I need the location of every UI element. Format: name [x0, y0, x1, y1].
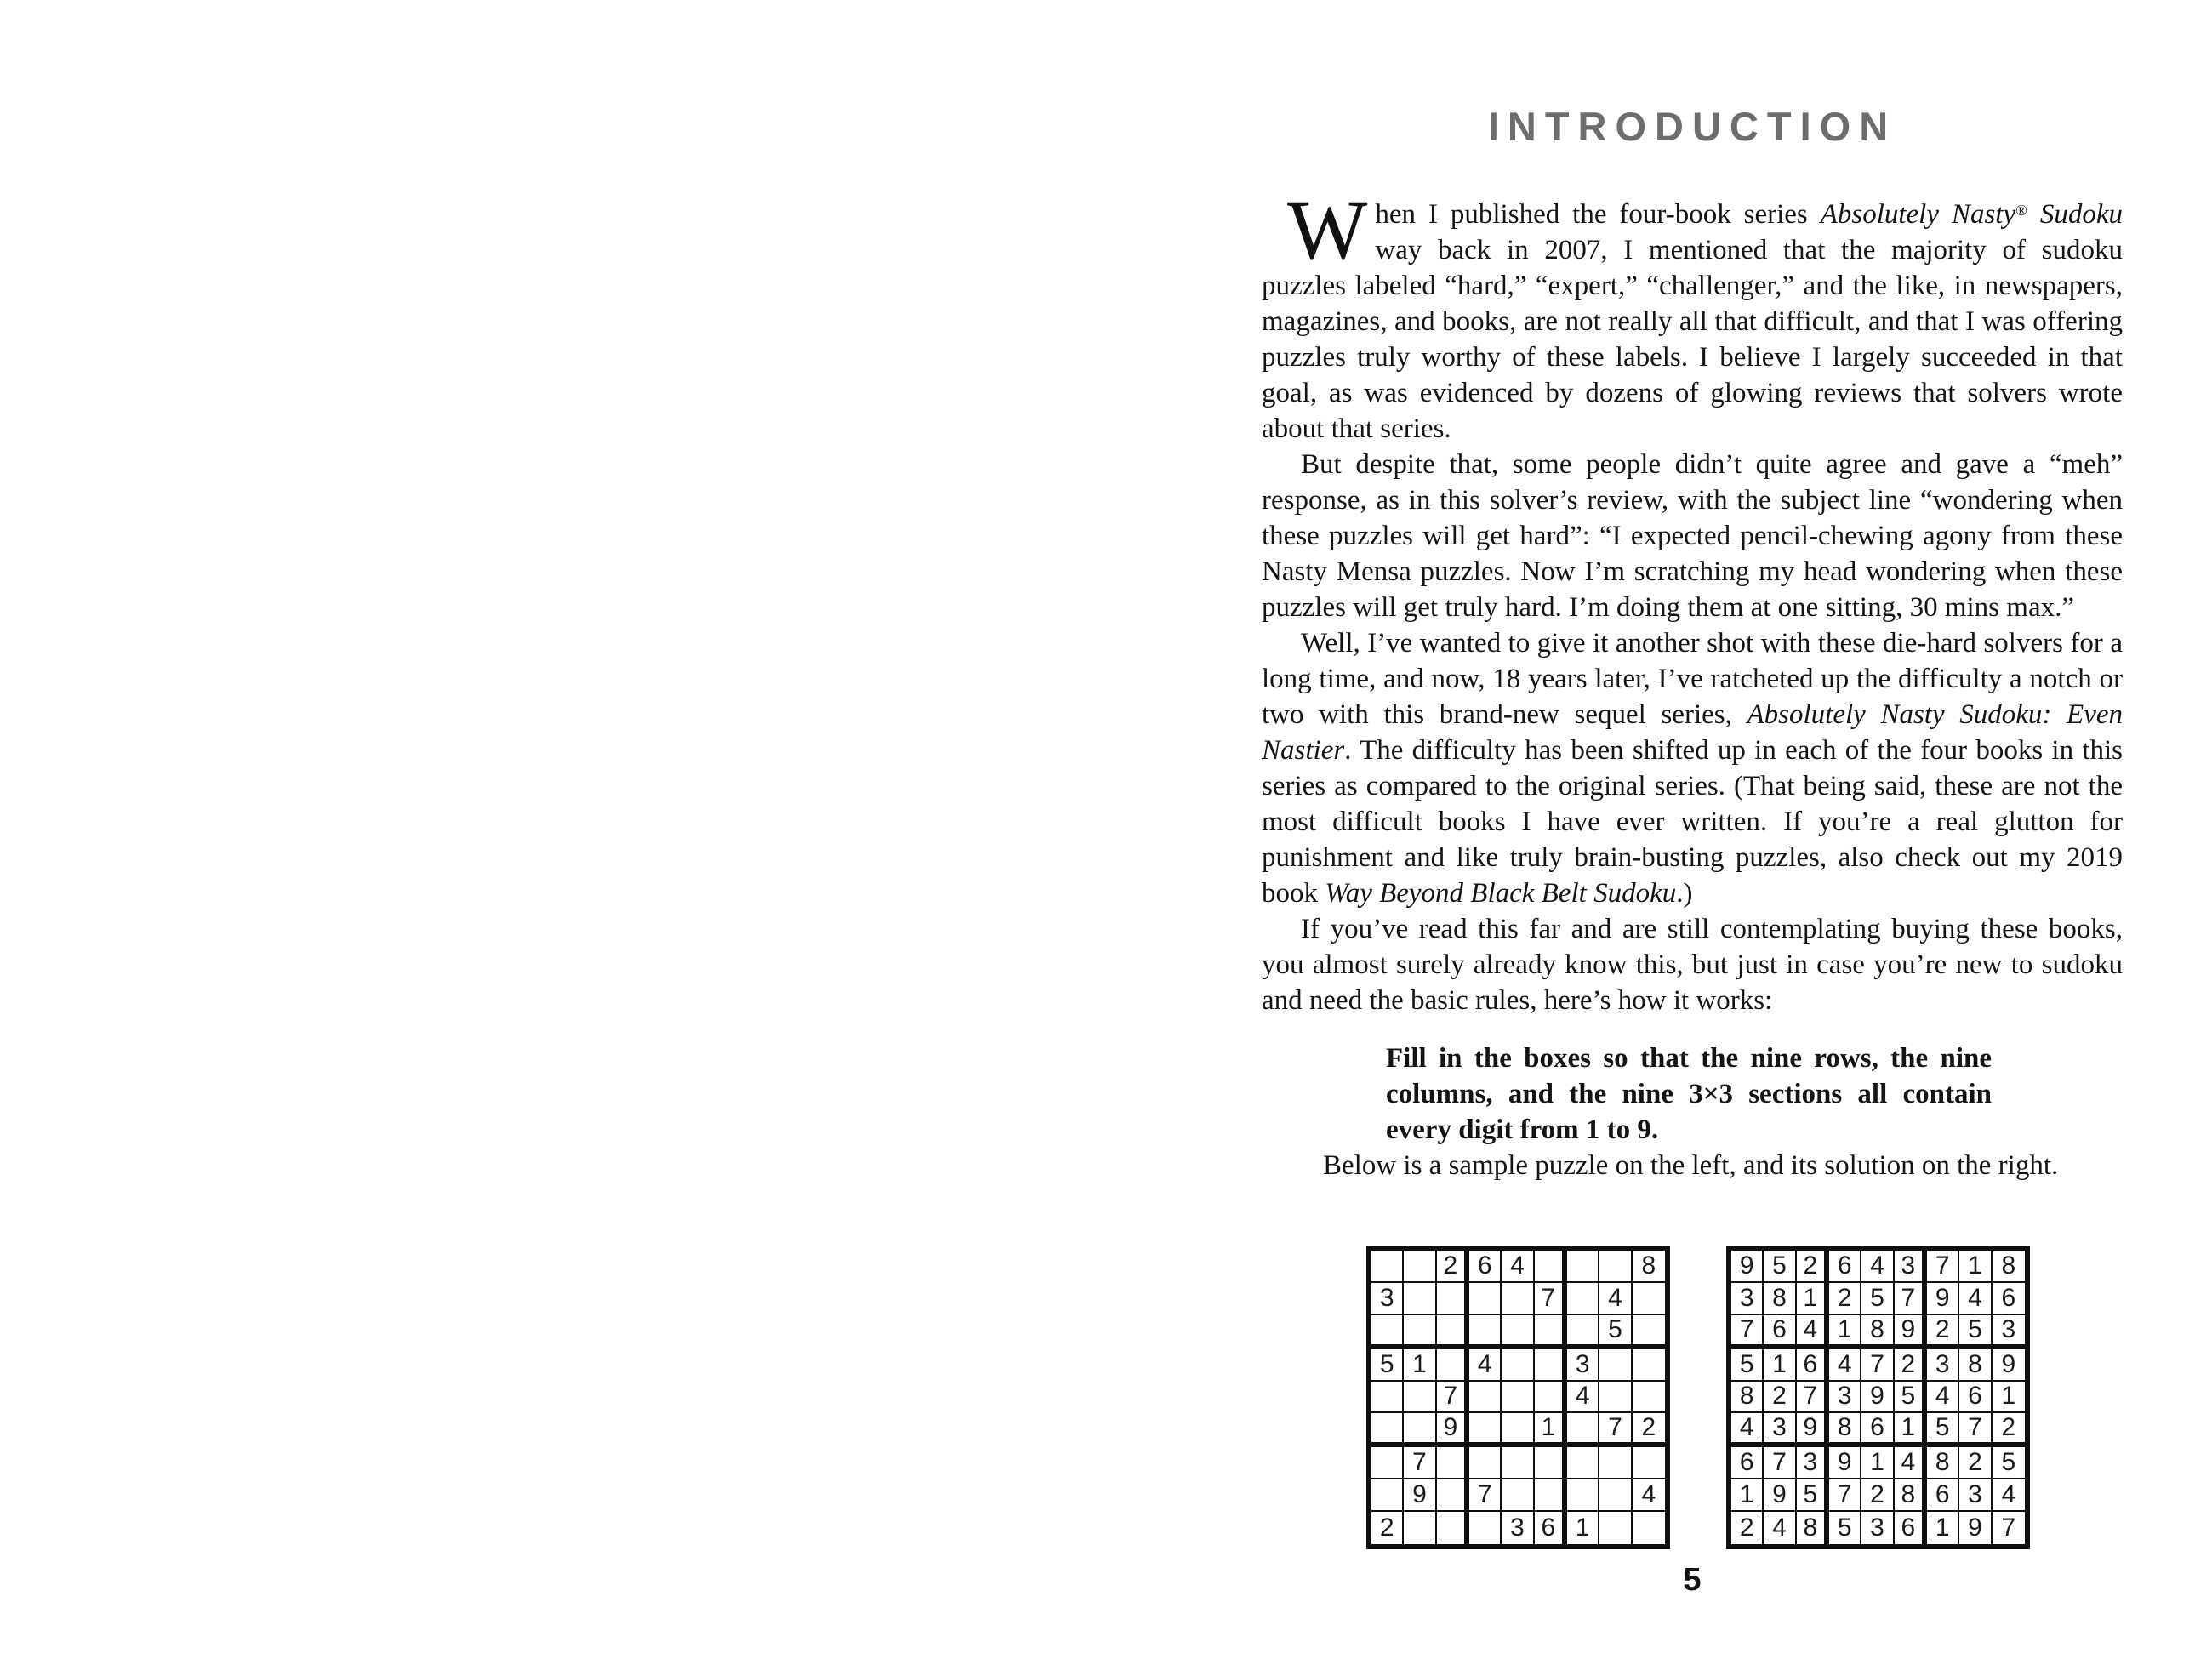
sudoku-cell [1599, 1512, 1632, 1544]
sudoku-grids [1366, 1246, 2030, 1549]
sudoku-cell: 4 [1633, 1479, 1665, 1512]
sudoku-cell [1469, 1283, 1502, 1315]
sudoku-cell: 3 [1861, 1512, 1894, 1544]
sudoku-cell: 7 [1469, 1479, 1502, 1512]
sudoku-cell: 6 [1535, 1512, 1567, 1544]
sudoku-cell: 4 [1959, 1283, 1992, 1315]
sudoku-cell: 4 [1797, 1315, 1829, 1349]
sudoku-cell: 4 [1599, 1283, 1632, 1315]
sudoku-cell: 4 [1469, 1349, 1502, 1382]
sudoku-cell [1633, 1447, 1665, 1479]
sudoku-cell: 2 [1633, 1413, 1665, 1447]
sudoku-cell [1633, 1315, 1665, 1349]
sudoku-cell [1502, 1349, 1534, 1382]
sudoku-cell [1404, 1315, 1436, 1349]
sudoku-cell: 8 [1797, 1512, 1829, 1544]
sudoku-cell: 8 [1993, 1251, 2025, 1283]
sudoku-cell: 9 [1861, 1382, 1894, 1414]
sudoku-cell: 8 [1633, 1251, 1665, 1283]
sudoku-cell: 9 [1959, 1512, 1992, 1544]
sudoku-cell: 7 [1731, 1315, 1764, 1349]
sudoku-cell: 8 [1861, 1315, 1894, 1349]
sudoku-cell: 3 [1993, 1315, 2025, 1349]
sudoku-cell [1599, 1382, 1632, 1414]
sudoku-cell [1469, 1315, 1502, 1349]
sudoku-cell: 7 [1927, 1251, 1959, 1283]
sudoku-cell [1404, 1382, 1436, 1414]
sudoku-cell: 3 [1371, 1283, 1404, 1315]
sudoku-cell: 6 [1469, 1251, 1502, 1283]
sudoku-cell: 9 [1764, 1479, 1796, 1512]
rules-quote: Fill in the boxes so that the nine rows, the nine columns, and the nine 3×3 sections all contain every digit from 1 to 9. [1386, 1043, 1992, 1146]
sudoku-cell: 2 [1993, 1413, 2025, 1447]
sudoku-cell: 8 [1731, 1382, 1764, 1414]
sudoku-cell: 3 [1764, 1413, 1796, 1447]
sudoku-cell: 1 [1404, 1349, 1436, 1382]
sudoku-cell [1633, 1283, 1665, 1315]
sudoku-cell: 1 [1927, 1512, 1959, 1544]
page-title: INTRODUCTION [1487, 104, 1897, 149]
sudoku-cell: 6 [1797, 1349, 1829, 1382]
sudoku-cell: 2 [1927, 1315, 1959, 1349]
sudoku-cell [1469, 1382, 1502, 1414]
sudoku-cell: 2 [1731, 1512, 1764, 1544]
sudoku-cell: 8 [1764, 1283, 1796, 1315]
sudoku-cell: 1 [1895, 1413, 1927, 1447]
sudoku-cell: 9 [1993, 1349, 2025, 1382]
sudoku-cell: 9 [1895, 1315, 1927, 1349]
sudoku-puzzle-grid [1366, 1246, 1670, 1549]
sudoku-cell [1371, 1479, 1404, 1512]
sudoku-cell: 1 [1764, 1349, 1796, 1382]
sudoku-cell: 8 [1829, 1413, 1861, 1447]
sudoku-cell: 6 [1731, 1447, 1764, 1479]
sudoku-cell: 4 [1829, 1349, 1861, 1382]
sudoku-cell: 1 [1861, 1447, 1894, 1479]
page-number: 5 [1683, 1562, 1702, 1598]
sudoku-cell: 6 [1959, 1382, 1992, 1414]
sudoku-cell: 1 [1959, 1251, 1992, 1283]
sudoku-cell [1599, 1447, 1632, 1479]
sudoku-cell [1535, 1315, 1567, 1349]
sudoku-cell [1404, 1413, 1436, 1447]
sudoku-cell [1437, 1512, 1469, 1544]
sudoku-cell: 1 [1797, 1283, 1829, 1315]
sudoku-cell: 4 [1895, 1447, 1927, 1479]
sudoku-cell: 2 [1895, 1349, 1927, 1382]
sudoku-cell: 5 [1764, 1251, 1796, 1283]
sudoku-cell [1404, 1251, 1436, 1283]
sudoku-cell [1567, 1315, 1599, 1349]
sudoku-cell [1469, 1447, 1502, 1479]
sudoku-cell: 8 [1895, 1479, 1927, 1512]
sudoku-cell: 6 [1764, 1315, 1796, 1349]
sample-caption: Below is a sample puzzle on the left, and its solution on the right. [1323, 1150, 2059, 1182]
sudoku-cell: 1 [1731, 1479, 1764, 1512]
sudoku-cell: 4 [1567, 1382, 1599, 1414]
intro-paragraphs [1262, 183, 2123, 1018]
sudoku-cell [1502, 1479, 1534, 1512]
sudoku-cell: 5 [1371, 1349, 1404, 1382]
sudoku-cell: 8 [1927, 1447, 1959, 1479]
sudoku-cell: 2 [1829, 1283, 1861, 1315]
sudoku-cell [1502, 1413, 1534, 1447]
sudoku-cell: 7 [1437, 1382, 1469, 1414]
sudoku-cell: 5 [1731, 1349, 1764, 1382]
sudoku-cell [1437, 1479, 1469, 1512]
sudoku-cell: 7 [1797, 1382, 1829, 1414]
sudoku-cell [1633, 1349, 1665, 1382]
sudoku-cell: 2 [1959, 1447, 1992, 1479]
sudoku-cell: 6 [1895, 1512, 1927, 1544]
dropcap-letter: W [1287, 183, 1368, 277]
sudoku-cell: 3 [1895, 1251, 1927, 1283]
sudoku-cell [1437, 1349, 1469, 1382]
sudoku-cell: 5 [1599, 1315, 1632, 1349]
sudoku-cell: 1 [1829, 1315, 1861, 1349]
sudoku-cell [1404, 1512, 1436, 1544]
sudoku-cell: 9 [1927, 1283, 1959, 1315]
sudoku-cell: 6 [1861, 1413, 1894, 1447]
sudoku-cell [1502, 1382, 1534, 1414]
sudoku-cell: 5 [1959, 1315, 1992, 1349]
intro-text-column [1262, 183, 2123, 1183]
sudoku-cell: 5 [1895, 1382, 1927, 1414]
sudoku-cell: 2 [1764, 1382, 1796, 1414]
sudoku-cell: 5 [1829, 1512, 1861, 1544]
sudoku-cell: 7 [1861, 1349, 1894, 1382]
sudoku-cell: 3 [1567, 1349, 1599, 1382]
sudoku-cell: 9 [1731, 1251, 1764, 1283]
sudoku-cell: 5 [1797, 1479, 1829, 1512]
sudoku-cell: 1 [1993, 1382, 2025, 1414]
sudoku-cell: 9 [1829, 1447, 1861, 1479]
sudoku-cell: 6 [1993, 1283, 2025, 1315]
sudoku-cell [1371, 1315, 1404, 1349]
intro-paragraph: If you’ve read this far and are still contemplating buying these books, you almost surely already know this, but just in case you’re new to sudoku and need the basic rules, here’s how it works: [1262, 914, 2123, 1017]
intro-paragraph: When I published the four-book series Absolutely Nasty® Sudoku way back in 2007, I mentioned that the majority of sudoku puzzles labeled “hard,” “expert,” “challenger,” and the like, in newspapers, magazines, and books, are not really all that difficult, and that I was offering puzzles truly worthy of these labels. I believe I largely succeeded in that goal, as was evidenced by dozens of glowing reviews that solvers wrote about that series. [1262, 183, 2123, 445]
sudoku-cell [1371, 1382, 1404, 1414]
sudoku-cell [1437, 1447, 1469, 1479]
sudoku-cell: 4 [1927, 1382, 1959, 1414]
sudoku-cell [1371, 1447, 1404, 1479]
sudoku-cell: 7 [1535, 1283, 1567, 1315]
sudoku-cell [1567, 1479, 1599, 1512]
sudoku-cell: 3 [1829, 1382, 1861, 1414]
sudoku-cell: 7 [1599, 1413, 1632, 1447]
sudoku-cell: 8 [1959, 1349, 1992, 1382]
sudoku-cell [1535, 1349, 1567, 1382]
sudoku-cell: 7 [1764, 1447, 1796, 1479]
sudoku-cell: 4 [1764, 1512, 1796, 1544]
sudoku-cell [1535, 1382, 1567, 1414]
sudoku-cell: 4 [1731, 1413, 1764, 1447]
intro-paragraph: But despite that, some people didn’t quite agree and gave a “meh” response, as in this solver’s review, with the subject line “wondering when these puzzles will get hard”: “I expected pencil-chewing agony from these Nasty Mensa puzzles. Now I’m scratching my head wondering when these puzzles will get truly hard. I’m doing them at one sitting, 30 mins max.” [1262, 449, 2123, 624]
sudoku-cell: 4 [1502, 1251, 1534, 1283]
sudoku-cell: 3 [1797, 1447, 1829, 1479]
sudoku-cell: 7 [1829, 1479, 1861, 1512]
sudoku-cell [1599, 1349, 1632, 1382]
sudoku-cell [1371, 1413, 1404, 1447]
sudoku-cell [1469, 1413, 1502, 1447]
sudoku-cell: 9 [1404, 1479, 1436, 1512]
sudoku-cell [1567, 1283, 1599, 1315]
sudoku-cell: 9 [1437, 1413, 1469, 1447]
sudoku-cell: 2 [1437, 1251, 1469, 1283]
sudoku-cell [1371, 1251, 1404, 1283]
sudoku-cell [1633, 1382, 1665, 1414]
sudoku-cell: 3 [1731, 1283, 1764, 1315]
sudoku-solution-grid [1726, 1246, 2030, 1549]
sudoku-cell [1437, 1283, 1469, 1315]
sudoku-cell [1633, 1512, 1665, 1544]
sudoku-cell: 6 [1829, 1251, 1861, 1283]
sudoku-cell: 5 [1927, 1413, 1959, 1447]
sudoku-cell: 4 [1993, 1479, 2025, 1512]
sudoku-cell [1535, 1251, 1567, 1283]
sudoku-cell [1567, 1251, 1599, 1283]
sudoku-cell: 3 [1959, 1479, 1992, 1512]
sudoku-cell [1535, 1447, 1567, 1479]
sudoku-cell: 5 [1993, 1447, 2025, 1479]
sudoku-cell [1404, 1283, 1436, 1315]
sudoku-cell: 7 [1959, 1413, 1992, 1447]
sudoku-cell [1437, 1315, 1469, 1349]
sudoku-cell: 7 [1404, 1447, 1436, 1479]
sudoku-cell [1502, 1447, 1534, 1479]
sudoku-cell: 2 [1861, 1479, 1894, 1512]
sudoku-cell [1502, 1283, 1534, 1315]
sudoku-cell [1567, 1447, 1599, 1479]
sudoku-cell: 3 [1502, 1512, 1534, 1544]
sudoku-cell: 3 [1927, 1349, 1959, 1382]
sudoku-cell: 2 [1371, 1512, 1404, 1544]
sudoku-cell: 5 [1861, 1283, 1894, 1315]
sudoku-cell: 7 [2001, 1514, 2016, 1542]
sudoku-cell: 6 [1927, 1479, 1959, 1512]
sudoku-cell: 7 [1895, 1283, 1927, 1315]
sudoku-cell: 9 [1797, 1413, 1829, 1447]
sudoku-cell [1599, 1479, 1632, 1512]
sudoku-cell: 1 [1567, 1512, 1599, 1544]
sudoku-cell [1502, 1315, 1534, 1349]
sudoku-cell: 2 [1797, 1251, 1829, 1283]
sudoku-cell [1469, 1512, 1502, 1544]
sudoku-cell: 1 [1535, 1413, 1567, 1447]
sudoku-cell [1599, 1251, 1632, 1283]
sudoku-cell [1535, 1479, 1567, 1512]
sudoku-cell: 4 [1861, 1251, 1894, 1283]
intro-paragraph: Well, I’ve wanted to give it another shot with these die-hard solvers for a long time, and now, 18 years later, I’ve ratcheted up the difficulty a notch or two with this brand-new sequel series, Absolutely Nasty Sudoku: Even Nastier. The difficulty has been shifted up in each of the four books in this series as compared to the original series. (That being said, these are not the most difficult books I have ever written. If you’re a real glutton for punishment and like truly brain-busting puzzles, also check out my 2019 book Way Beyond Black Belt Sudoku.) [1262, 628, 2123, 909]
sudoku-cell [1567, 1413, 1599, 1447]
